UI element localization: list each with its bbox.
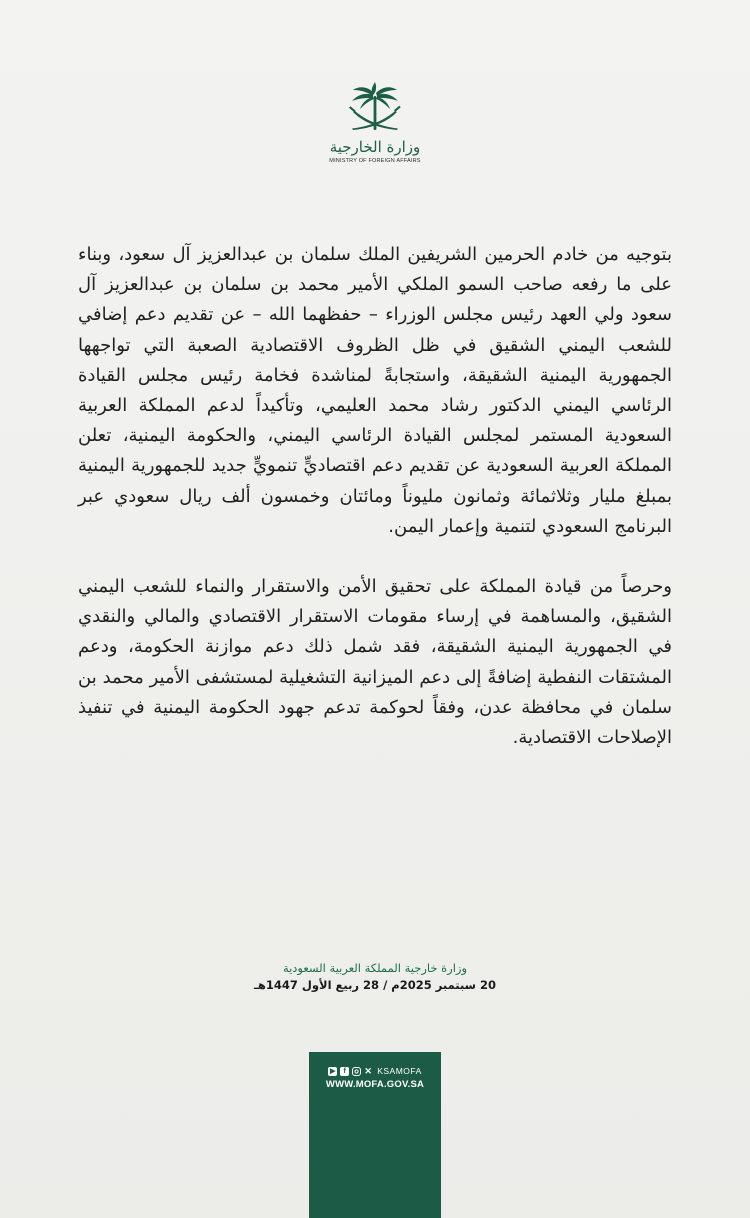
social-row	[328, 1066, 422, 1076]
signature-org: وزارة خارجية المملكة العربية السعودية	[282, 961, 468, 975]
ministry-logo	[315, 78, 435, 186]
statement-body	[78, 240, 672, 753]
ministry-name-arabic: وزارة الخارجية	[329, 138, 421, 156]
facebook-icon[interactable]: f	[340, 1067, 349, 1076]
website-link[interactable]: WWW.MOFA.GOV.SA	[325, 1079, 425, 1090]
social-handle[interactable]: KSAMOFA	[377, 1066, 422, 1076]
footer-banner	[309, 1052, 441, 1218]
saudi-palm-swords-icon	[343, 78, 407, 140]
youtube-icon[interactable]: ▶	[330, 1067, 336, 1075]
signature-block	[250, 960, 500, 994]
ministry-name-english: MINISTRY OF FOREIGN AFFAIRS	[329, 158, 421, 164]
signature-date: 20 سبتمبر 2025م / 28 ربيع الأول 1447هـ	[253, 978, 496, 992]
instagram-icon[interactable]	[352, 1067, 361, 1076]
statement-paragraph-1: بتوجيه من خادم الحرمين الشريفين الملك سلمان بن عبدالعزيز آل سعود، وبناء على ما رفعه صاحب السمو الملكي الأمير محمد بن سلمان بن عبدالعزيز آل سعود ولي العهد رئيس مجلس الوزراء – حفظهما الله – عن تقديم دعم إضافي للشعب اليمني الشقيق في ظل الظروف الاقتصادية الصعبة التي تواجهها الجمهورية اليمنية الشقيقة، واستجابةً لمناشدة فخامة رئيس مجلس القيادة الرئاسي اليمني الدكتور رشاد محمد العليمي، وتأكيداً لدعم المملكة العربية السعودية المستمر لمجلس القيادة الرئاسي اليمني، والحكومة اليمنية، تعلن المملكة العربية السعودية عن تقديم دعم اقتصاديٍّ تنمويٍّ جديد للجمهورية اليمنية بمبلغ مليار وثلاثمائة وثمانون مليوناً ومائتان وخمسون ألف ريال سعودي عبر البرنامج السعودي لتنمية وإعمار اليمن.	[78, 244, 672, 537]
statement-paragraph-2: وحرصاً من قيادة المملكة على تحقيق الأمن والاستقرار والنماء للشعب اليمني الشقيق، والمساهمة في إرساء مقومات الاستقرار الاقتصادي والمالي والنقدي في الجمهورية اليمنية الشقيقة، فقد شمل ذلك دعم موازنة الحكومة، ودعم المشتقات النفطية إضافةً إلى دعم الميزانية التشغيلية لمستشفى الأمير محمد بن سلمان في محافظة عدن، وفقاً لحوكمة تدعم جهود الحكومة اليمنية في تنفيذ الإصلاحات الاقتصادية.	[78, 576, 672, 749]
x-icon[interactable]: ✕	[364, 1065, 372, 1076]
